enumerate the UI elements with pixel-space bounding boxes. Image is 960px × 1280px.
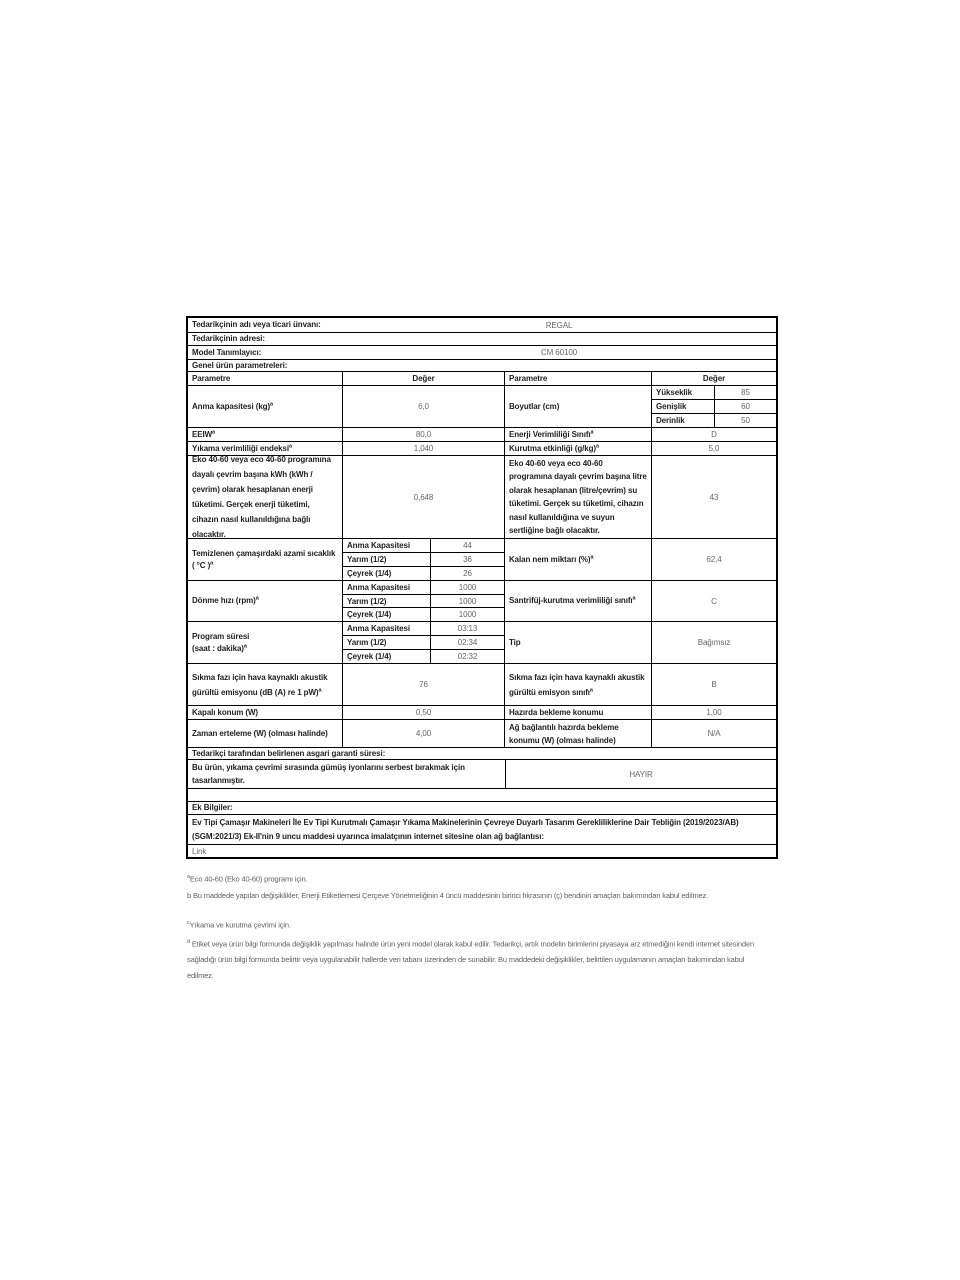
duration-quarter-value: 02:32 <box>430 650 504 663</box>
moisture-value: 62,4 <box>651 539 776 580</box>
footnote-b: b Bu maddede yapılan değişiklikler, Enerji Etiketlemesi Çerçeve Yönetmeliğinin 4 üncü maddesinin birinci fıkrasının (ç) bendinin amaçları bakımından kabul edilmez. <box>187 890 709 900</box>
duration-half-label: Yarım (1/2) <box>347 638 387 647</box>
supplier-name-label: Tedarikçinin adı veya ticari ünvanı: <box>192 320 321 329</box>
duration-half-row <box>343 635 504 649</box>
temp-quarter-row <box>343 566 504 580</box>
table-row-noise <box>188 663 776 705</box>
duration-rated-value: 03:13 <box>430 622 504 635</box>
net-standby-label: Ağ bağlantılı hazırda bekleme konumu (W) (olması halinde) <box>509 722 619 745</box>
table-row-address <box>188 332 776 345</box>
table-row-empty <box>188 788 776 801</box>
table-row-eeiw-energyclass <box>188 427 776 441</box>
table-row-model <box>188 345 776 359</box>
wash-index-label: Yıkama verimliliği endeksi$^a$ <box>192 442 292 453</box>
wash-index-value: 1,040 <box>342 442 504 455</box>
temp-half-label: Yarım (1/2) <box>347 555 387 564</box>
spin-speed-subtable <box>342 581 504 621</box>
duration-quarter-row <box>343 649 504 663</box>
product-info-table <box>186 316 778 859</box>
eeiw-label: EEIW$^a$ <box>192 428 216 439</box>
max-temp-subtable <box>342 539 504 580</box>
capacity-value: 6,0 <box>342 386 504 427</box>
table-row-washindex-dryingeff <box>188 441 776 455</box>
table-row-section <box>188 359 776 371</box>
table-row-capacity-dimensions <box>188 385 776 427</box>
table-row-link <box>188 844 776 857</box>
extra-info-label: Ek Bilgiler: <box>192 803 233 812</box>
max-temp-label: Temizlenen çamaşırdaki azami sıcaklık ( °C )$^a$ <box>192 548 336 570</box>
temp-half-row <box>343 552 504 566</box>
noise-value: 76 <box>342 664 504 705</box>
table-row-maxtemp-moisture <box>188 538 776 580</box>
temp-half-value: 36 <box>430 553 504 566</box>
water-consumption-value: 43 <box>651 456 776 538</box>
header-parametre-left: Parametre <box>192 373 231 383</box>
net-standby-value: N/A <box>651 720 776 747</box>
noise-label: Sıkma fazı için hava kaynaklı akustik gürültü emisyonu (dB (A) re 1 pW)$^a$ <box>192 672 328 697</box>
header-deger-left: Değer <box>412 373 435 383</box>
table-row-delay-netstandby <box>188 719 776 747</box>
height-value: 85 <box>714 386 776 399</box>
drying-eff-value: 5,0 <box>651 442 776 455</box>
table-row-spinspeed-spinclass <box>188 580 776 621</box>
temp-rated-value: 44 <box>430 539 504 552</box>
spin-class-value: C <box>651 581 776 621</box>
noise-class-value: B <box>651 664 776 705</box>
footnote-c: $^c$Yıkama ve kurutma çevrimi için. <box>187 919 291 929</box>
table-row-supplier <box>188 318 776 332</box>
energy-class-value: D <box>651 428 776 441</box>
spin-quarter-value: 1000 <box>430 608 504 621</box>
regulation-text: Ev Tipi Çamaşır Makineleri İle Ev Tipi Kurutmalı Çamaşır Yıkama Makinelerinin Çevreye Duyarlı Tasarım Gerekliliklerine Dair Tebliğin (2019/2023/AB)(SGM:2021/3) Ek-II'nin 9 uncu maddesi uyarınca imalatçının internet sitesine olan ağ bağlantısı: <box>192 817 739 841</box>
depth-label: Derinlik <box>656 416 685 425</box>
manufacturer-website-link[interactable]: Link <box>192 846 207 856</box>
supplier-address-value <box>342 333 776 345</box>
footnote-a: $^a$Eco 40-60 (Eko 40-60) programı için. <box>187 874 308 884</box>
dimensions-subtable <box>651 386 776 427</box>
standby-value: 1,00 <box>651 706 776 719</box>
table-row-headers <box>188 371 776 385</box>
duration-subtable <box>342 622 504 663</box>
moisture-label: Kalan nem miktarı (%)$^a$ <box>509 553 594 564</box>
silver-ions-value: HAYIR <box>505 760 776 788</box>
spin-rated-row <box>343 581 504 594</box>
duration-quarter-label: Çeyrek (1/4) <box>347 652 392 661</box>
duration-half-value: 02:34 <box>430 636 504 649</box>
table-row-silver-ions <box>188 759 776 788</box>
header-deger-right: Değer <box>702 373 726 383</box>
delay-start-label: Zaman erteleme (W) (olması halinde) <box>192 728 328 738</box>
drying-eff-label: Kurutma etkinliği $(g/kg)^a$ <box>509 442 599 453</box>
spin-speed-label: Dönme hızı (rpm)$^a$ <box>192 595 259 605</box>
silver-ions-label: Bu ürün, yıkama çevrimi sırasında gümüş iyonlarını serbest bırakmak için tasarlanmıştır. <box>192 763 465 785</box>
supplier-address-label: Tedarikçinin adresi: <box>192 334 265 343</box>
duration-rated-row <box>343 622 504 635</box>
off-mode-value: 0,50 <box>342 706 504 719</box>
width-value: 60 <box>714 400 776 413</box>
delay-start-value: 4,00 <box>342 720 504 747</box>
table-row-duration-type <box>188 621 776 663</box>
dimension-row-height <box>652 386 776 399</box>
depth-value: 50 <box>714 414 776 427</box>
noise-class-label: Sıkma fazı için hava kaynaklı akustik gürültü emisyon sınıfı$^a$ <box>509 672 645 697</box>
temp-rated-label: Anma Kapasitesi <box>347 541 410 550</box>
type-value: Bağımsız <box>651 622 776 663</box>
spin-rated-value: 1000 <box>430 581 504 594</box>
table-row-offmode-standby <box>188 705 776 719</box>
spin-quarter-label: Çeyrek (1/4) <box>347 610 392 620</box>
temp-quarter-label: Çeyrek (1/4) <box>347 569 392 578</box>
header-parametre-right: Parametre <box>509 373 548 383</box>
duration-rated-label: Anma Kapasitesi <box>347 624 410 633</box>
spin-rated-label: Anma Kapasitesi <box>347 582 410 592</box>
supplier-name-value: REGAL <box>545 320 573 330</box>
eeiw-value: 80,0 <box>342 428 504 441</box>
height-label: Yükseklik <box>656 388 693 397</box>
duration-label: Program süresi (saat : dakika)$^a$ <box>192 631 250 653</box>
spin-half-label: Yarım (1/2) <box>347 596 387 606</box>
footnote-d: $^d$ Etiket veya ürün bilgi formunda değişiklik yapılması halinde ürün yeni model olarak kabul edilir. Tedarikçi, artık modelin birimlerini piyasaya arz etmediğini kendi internet sitesinden sağladığı ürün bilgi formunda belirtir veya uygulanabilir hallerde veri tabanı üzerinden de sunabilir. Bu maddedeki değişiklikler, belirtilen uygulamanın amaçları bakımından kabul edilmez. <box>187 939 754 980</box>
type-label: Tip <box>509 637 521 647</box>
table-row-warranty <box>188 747 776 759</box>
model-identifier-label: Model Tanımlayıcı: <box>192 347 262 357</box>
energy-consumption-label: Eko 40-60 veya eco 40-60 programına dayalı çevrim başına kWh (kWh / çevrim) olarak hesaplanan enerji tüketimi. Gerçek enerji tüketimi, cihazın nasıl kullanıldığına bağlı olacaktır. <box>192 456 331 538</box>
table-row-consumption <box>188 455 776 538</box>
general-parameters-label: Genel ürün parametreleri: <box>192 360 288 370</box>
off-mode-label: Kapalı konum (W) <box>192 707 258 717</box>
energy-consumption-value: 0,648 <box>342 456 504 538</box>
dimension-row-width <box>652 399 776 413</box>
table-row-extra-info <box>188 801 776 814</box>
footnotes <box>187 869 767 983</box>
standby-label: Hazırda bekleme konumu <box>509 707 604 717</box>
dimensions-label: Boyutlar (cm) <box>509 401 560 411</box>
spin-half-row <box>343 594 504 608</box>
dimension-row-depth <box>652 413 776 427</box>
temp-rated-row <box>343 539 504 552</box>
spin-half-value: 1000 <box>430 595 504 608</box>
model-identifier-value: CM 60100 <box>540 348 578 357</box>
energy-class-label: Enerji Verimliliği Sınıfı$^a$ <box>509 428 594 439</box>
temp-quarter-value: 26 <box>430 567 504 580</box>
water-consumption-label: Eko 40-60 veya eco 40-60 programına dayalı çevrim başına litre olarak hesaplanan (litre/çevrim) su tüketimi. Gerçek su tüketimi, cihazın nasıl kullanıldığına ve suyun sertliğine bağlı olacaktır. <box>509 458 647 535</box>
warranty-label: Tedarikçi tarafından belirlenen asgari garanti süresi: <box>192 748 386 758</box>
spin-quarter-row <box>343 607 504 621</box>
spin-class-label: Santrifüj-kurutma verimliliği sınıfı$^a$ <box>509 595 636 605</box>
table-row-regulation <box>188 814 776 844</box>
width-label: Genişlik <box>656 402 687 411</box>
capacity-label: Anma kapasitesi (kg)$^a$ <box>192 400 273 411</box>
